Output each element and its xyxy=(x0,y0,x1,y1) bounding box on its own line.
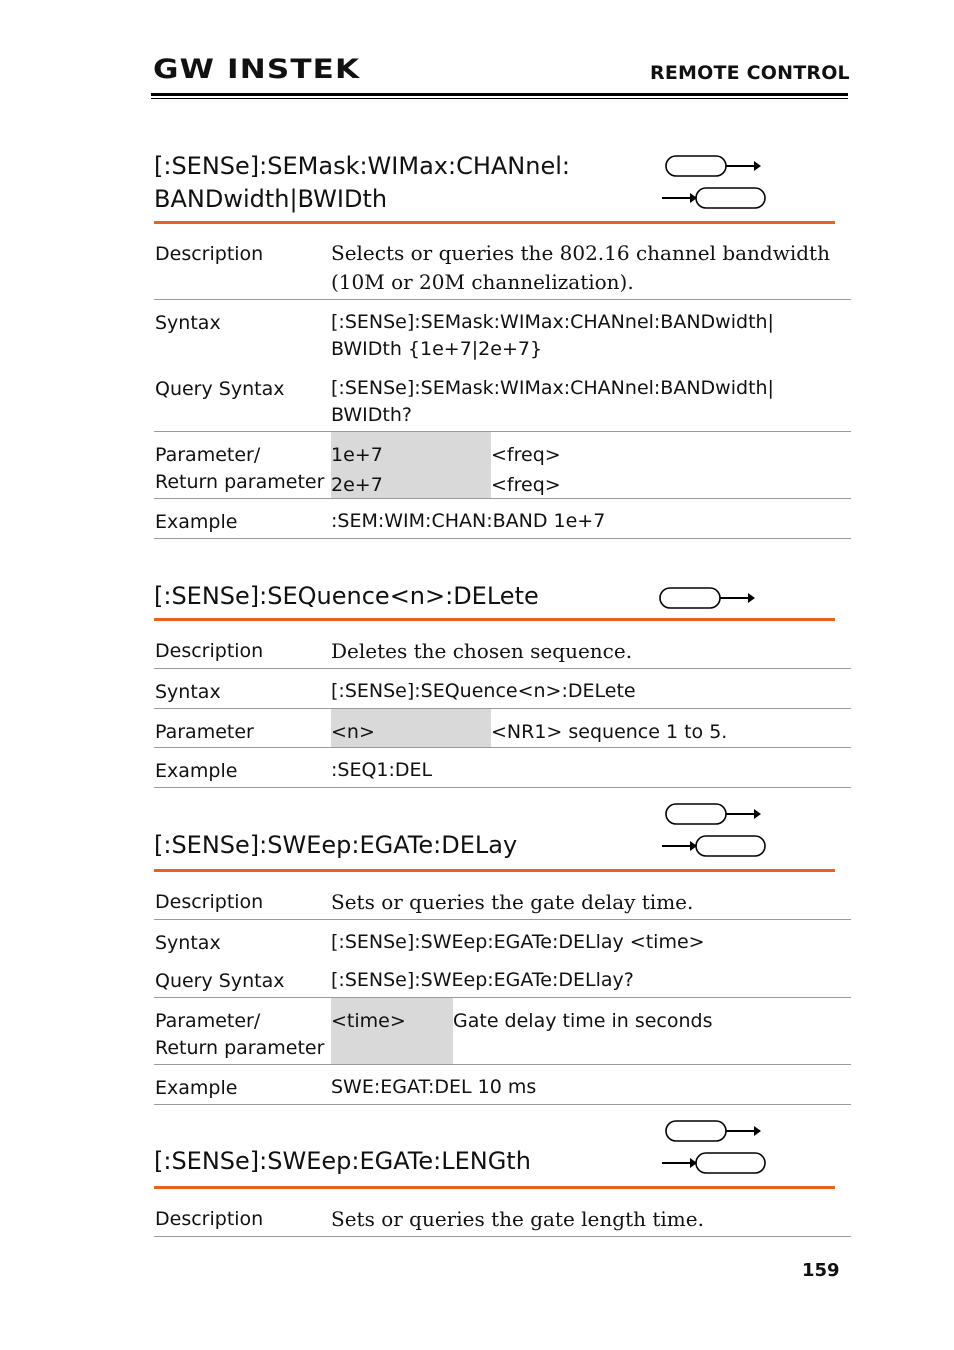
row-divider xyxy=(154,668,851,669)
parameter-label: Parameter/ xyxy=(155,1010,261,1032)
example-text: SWE:EGAT:DEL 10 ms xyxy=(331,1076,537,1098)
row-divider xyxy=(154,1064,851,1065)
row-divider xyxy=(154,708,851,709)
parameter-label: Parameter xyxy=(155,721,254,743)
chapter-title: REMOTE CONTROL xyxy=(650,62,850,84)
syntax-text-line2: BWIDth {1e+7|2e+7} xyxy=(331,338,543,360)
syntax-label: Syntax xyxy=(155,312,221,334)
example-text: :SEQ1:DEL xyxy=(331,759,433,781)
description-label: Description xyxy=(155,1208,264,1230)
query-command-icon xyxy=(662,186,768,212)
set-command-icon xyxy=(662,1119,768,1145)
query-syntax-text: [:SENSe]:SEMask:WIMax:CHANnel:BANDwidth| xyxy=(331,377,774,399)
description-text: Sets or queries the gate delay time. xyxy=(331,890,694,914)
description-label: Description xyxy=(155,640,264,662)
section-title: [:SENSe]:SEMask:WIMax:CHANnel: xyxy=(154,152,570,180)
parameter-name: 1e+7 xyxy=(331,444,383,466)
page-number: 159 xyxy=(802,1260,840,1281)
row-divider xyxy=(154,538,851,539)
syntax-label: Syntax xyxy=(155,932,221,954)
description-text: Deletes the chosen sequence. xyxy=(331,639,633,663)
parameter-label: Parameter/ xyxy=(155,444,261,466)
parameter-name: <n> xyxy=(331,721,375,743)
row-divider xyxy=(154,431,851,432)
syntax-label: Syntax xyxy=(155,681,221,703)
query-command-icon xyxy=(662,1151,768,1177)
query-syntax-text: [:SENSe]:SWEep:EGATe:DELlay? xyxy=(331,969,634,991)
parameter-label-line2: Return parameter xyxy=(155,1037,325,1059)
header-rule-thin xyxy=(151,98,848,99)
parameter-name: <time> xyxy=(331,1010,406,1032)
section-divider xyxy=(154,221,835,224)
query-syntax-text-line2: BWIDth? xyxy=(331,404,412,426)
description-text: Selects or queries the 802.16 channel bandwidth xyxy=(331,241,830,265)
syntax-text: [:SENSe]:SEMask:WIMax:CHANnel:BANDwidth| xyxy=(331,311,774,333)
parameter-desc: Gate delay time in seconds xyxy=(453,1010,713,1032)
section-divider xyxy=(154,618,835,621)
parameter-desc: <NR1> sequence 1 to 5. xyxy=(491,721,728,743)
description-text: Sets or queries the gate length time. xyxy=(331,1207,704,1231)
row-divider xyxy=(154,299,851,300)
query-syntax-label: Query Syntax xyxy=(155,378,285,400)
section-title: [:SENSe]:SEQuence<n>:DELete xyxy=(154,582,539,610)
row-divider xyxy=(154,498,851,499)
example-label: Example xyxy=(155,760,238,782)
description-text-line2: (10M or 20M channelization). xyxy=(331,270,634,294)
description-label: Description xyxy=(155,891,264,913)
section-title-line2: BANDwidth|BWIDth xyxy=(154,185,388,213)
row-divider xyxy=(154,1236,851,1237)
set-command-icon xyxy=(662,802,768,828)
row-divider xyxy=(154,1104,851,1105)
query-syntax-label: Query Syntax xyxy=(155,970,285,992)
row-divider xyxy=(154,997,851,998)
description-label: Description xyxy=(155,243,264,265)
parameter-desc: <freq> xyxy=(491,444,561,466)
example-label: Example xyxy=(155,511,238,533)
parameter-desc: <freq> xyxy=(491,474,561,496)
header-rule xyxy=(151,93,848,96)
syntax-text: [:SENSe]:SEQuence<n>:DELete xyxy=(331,680,636,702)
parameter-name: 2e+7 xyxy=(331,474,383,496)
set-command-icon xyxy=(656,586,762,612)
row-divider xyxy=(154,919,851,920)
gw-instek-logo: GW INSTEK xyxy=(153,54,361,85)
section-title: [:SENSe]:SWEep:EGATe:DELay xyxy=(154,831,518,859)
parameter-label-line2: Return parameter xyxy=(155,471,325,493)
query-command-icon xyxy=(662,834,768,860)
example-text: :SEM:WIM:CHAN:BAND 1e+7 xyxy=(331,510,606,532)
syntax-text: [:SENSe]:SWEep:EGATe:DELlay <time> xyxy=(331,931,705,953)
section-divider xyxy=(154,869,835,872)
row-divider xyxy=(154,747,851,748)
section-title: [:SENSe]:SWEep:EGATe:LENGth xyxy=(154,1147,531,1175)
section-divider xyxy=(154,1186,835,1189)
example-label: Example xyxy=(155,1077,238,1099)
row-divider xyxy=(154,787,851,788)
